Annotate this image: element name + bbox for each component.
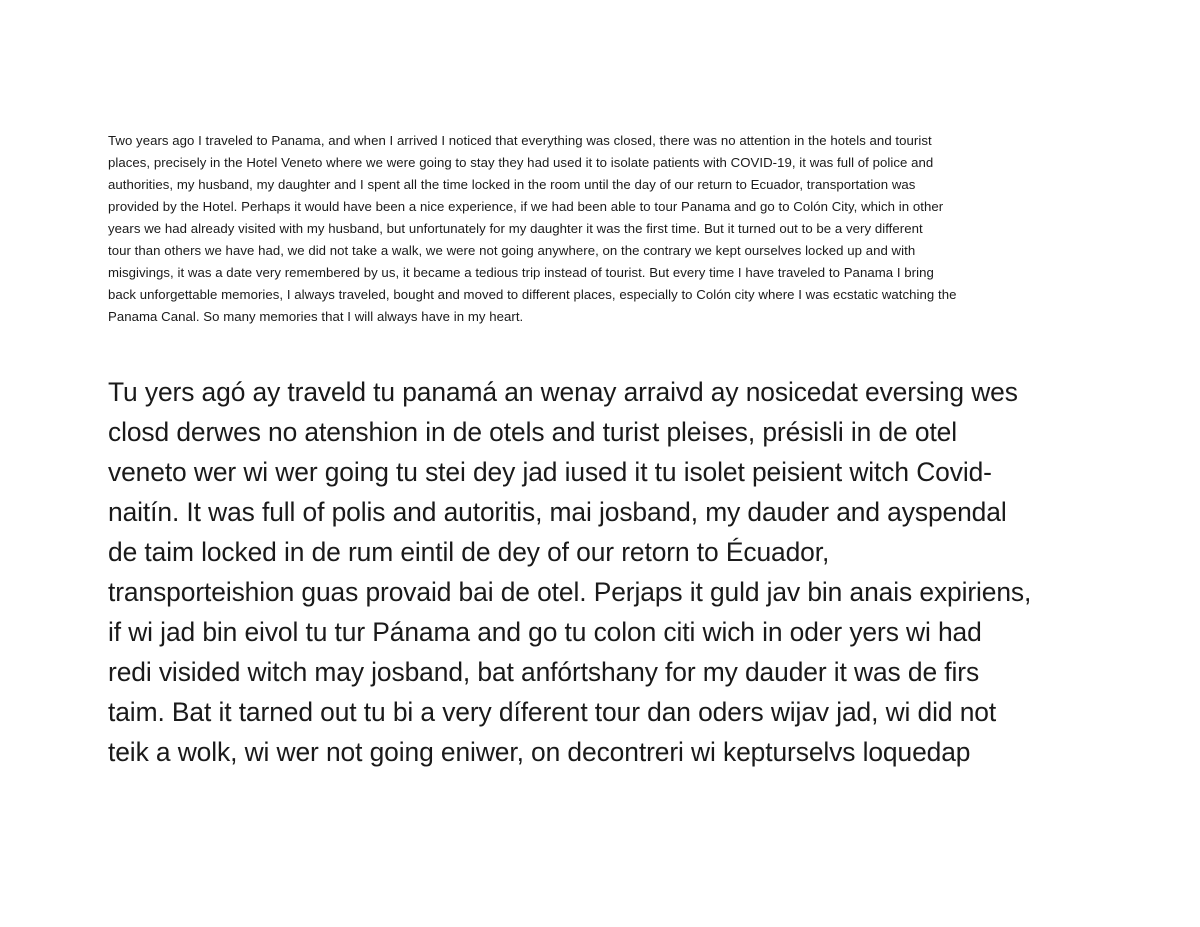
english-line: places, precisely in the Hotel Veneto where we were going to stay they had used it to isolate patients with COVID-19, it was full of police and (108, 155, 934, 170)
english-line: tour than others we have had, we did not take a walk, we were not going anywhere, on the contrary we kept ourselves locked up and with (108, 243, 916, 258)
english-paragraph (108, 130, 1098, 328)
english-line: authorities, my husband, my daughter and I spent all the time locked in the room until the day of our return to Ecuador, transportation was (108, 177, 916, 192)
english-line: Two years ago I traveled to Panama, and when I arrived I noticed that everything was closed, there was no attention in the hotels and tourist (108, 133, 932, 148)
english-line: misgivings, it was a date very remembered by us, it became a tedious trip instead of tourist. But every time I have traveled to Panama I bring (108, 265, 934, 280)
phonetic-line: de taim locked in de rum eintil de dey of our retorn to Écuador, (108, 537, 830, 567)
phonetic-line: teik a wolk, wi wer not going eniwer, on decontreri wi kepturselvs loquedap (108, 737, 971, 767)
english-line: back unforgettable memories, I always traveled, bought and moved to different places, especially to Colón city where I was ecstatic watching the (108, 287, 957, 302)
phonetic-line: closd derwes no atenshion in de otels and turist pleises, présisli in de otel (108, 417, 958, 447)
phonetic-line: if wi jad bin eivol tu tur Pánama and go tu colon citi wich in oder yers wi had (108, 617, 982, 647)
phonetic-line: veneto wer wi wer going tu stei dey jad iused it tu isolet peisient witch Covid- (108, 457, 992, 487)
phonetic-line: redi visided witch may josband, bat anfórtshany for my dauder it was de firs (108, 657, 980, 687)
phonetic-line: taim. Bat it tarned out tu bi a very díferent tour dan oders wijav jad, wi did not (108, 697, 997, 727)
phonetic-line: transporteishion guas provaid bai de otel. Perjaps it guld jav bin anais expiriens, (108, 577, 1032, 607)
english-line: years we had already visited with my husband, but unfortunately for my daughter it was the first time. But it turned out to be a very different (108, 221, 923, 236)
english-line: provided by the Hotel. Perhaps it would have been a nice experience, if we had been able to tour Panama and go to Colón City, which in other (108, 199, 944, 214)
phonetic-paragraph (108, 372, 1108, 772)
phonetic-line: naitín. It was full of polis and autoritis, mai josband, my dauder and ayspendal (108, 497, 1007, 527)
phonetic-line: Tu yers agó ay traveld tu panamá an wenay arraivd ay nosicedat eversing wes (108, 377, 1018, 407)
english-line: Panama Canal. So many memories that I will always have in my heart. (108, 309, 524, 324)
